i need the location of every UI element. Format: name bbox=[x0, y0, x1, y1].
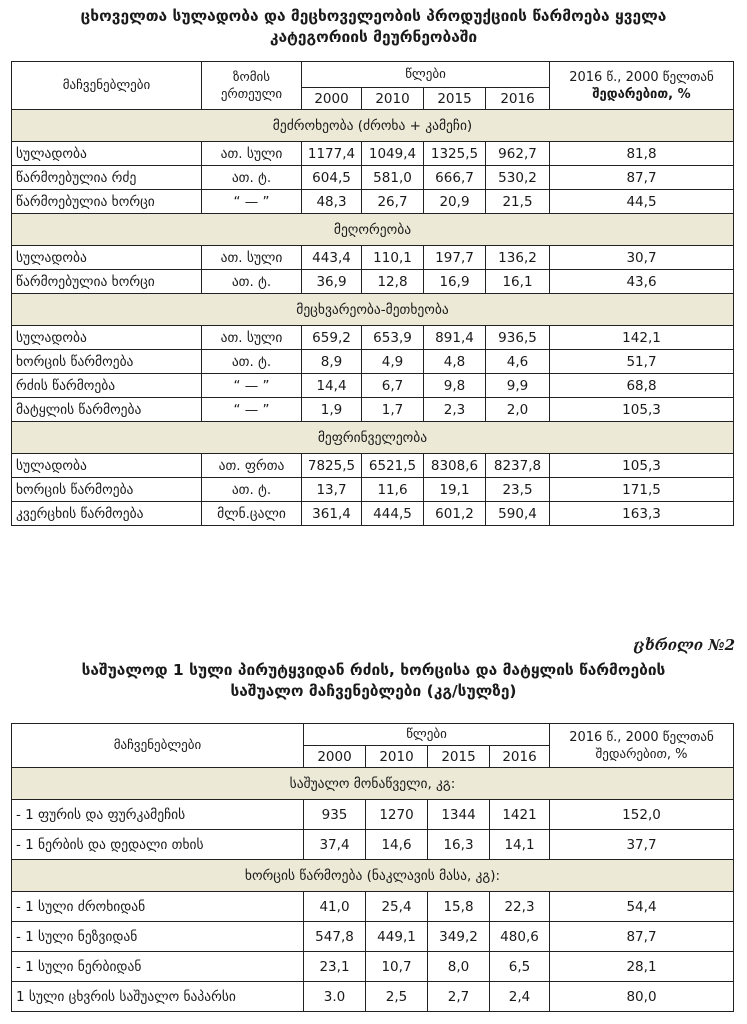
header-indicators: მაჩვენებლები bbox=[12, 62, 202, 110]
section-title: მეძროხეობა (ძროხა + კამეჩი) bbox=[12, 110, 734, 142]
cell-value: 604,5 bbox=[302, 166, 362, 190]
header-years: წლები bbox=[304, 724, 550, 746]
cell-compare: 30,7 bbox=[550, 246, 734, 270]
header-compare-line: შედარებით, % bbox=[595, 746, 688, 762]
cell-value: 48,3 bbox=[302, 190, 362, 214]
cell-value: 1421 bbox=[490, 800, 550, 830]
livestock-production-table bbox=[11, 61, 734, 526]
cell-compare: 43,6 bbox=[550, 270, 734, 294]
cell-value: 444,5 bbox=[362, 502, 424, 526]
cell-compare: 28,1 bbox=[550, 952, 734, 982]
header-unit-line: ერთეული bbox=[220, 86, 283, 102]
table-row bbox=[12, 892, 734, 922]
row-unit: “ — ” bbox=[202, 190, 302, 214]
cell-value: 26,7 bbox=[362, 190, 424, 214]
row-label: წარმოებულია ხორცი bbox=[12, 190, 202, 214]
cell-compare: 152,0 bbox=[550, 800, 734, 830]
cell-value: 480,6 bbox=[490, 922, 550, 952]
header-compare bbox=[550, 724, 734, 768]
row-label: სულადობა bbox=[12, 246, 202, 270]
row-label: ხორცის წარმოება bbox=[12, 350, 202, 374]
cell-value: 14,4 bbox=[302, 374, 362, 398]
cell-value: 19,1 bbox=[424, 478, 486, 502]
cell-compare: 54,4 bbox=[550, 892, 734, 922]
header-year: 2000 bbox=[304, 746, 366, 768]
cell-value: 530,2 bbox=[486, 166, 550, 190]
cell-value: 7825,5 bbox=[302, 454, 362, 478]
header-year: 2010 bbox=[366, 746, 428, 768]
header-years: წლები bbox=[302, 62, 550, 88]
table-row bbox=[12, 326, 734, 350]
cell-value: 9,9 bbox=[486, 374, 550, 398]
cell-value: 14,1 bbox=[490, 830, 550, 860]
section-header-row bbox=[12, 860, 734, 892]
cell-value: 12,8 bbox=[362, 270, 424, 294]
cell-value: 1270 bbox=[366, 800, 428, 830]
cell-value: 14,6 bbox=[366, 830, 428, 860]
section-header-row bbox=[12, 214, 734, 246]
section-title: საშუალო მონაწველი, კგ: bbox=[12, 768, 734, 800]
cell-value: 449,1 bbox=[366, 922, 428, 952]
cell-value: 1,9 bbox=[302, 398, 362, 422]
row-label: - 1 სული ნერბიდან bbox=[12, 952, 304, 982]
cell-value: 16,3 bbox=[428, 830, 490, 860]
cell-value: 13,7 bbox=[302, 478, 362, 502]
header-year: 2016 bbox=[486, 88, 550, 110]
table-row bbox=[12, 246, 734, 270]
row-unit: ათ. ტ. bbox=[202, 270, 302, 294]
cell-value: 8237,8 bbox=[486, 454, 550, 478]
cell-value: 8,0 bbox=[428, 952, 490, 982]
row-label: წარმოებულია რძე bbox=[12, 166, 202, 190]
header-year: 2016 bbox=[490, 746, 550, 768]
table-row bbox=[12, 190, 734, 214]
cell-compare: 37,7 bbox=[550, 830, 734, 860]
cell-value: 590,4 bbox=[486, 502, 550, 526]
cell-value: 16,1 bbox=[486, 270, 550, 294]
cell-value: 8308,6 bbox=[424, 454, 486, 478]
cell-value: 10,7 bbox=[366, 952, 428, 982]
cell-value: 2,3 bbox=[424, 398, 486, 422]
row-unit: ათ. ტ. bbox=[202, 478, 302, 502]
row-unit: “ — ” bbox=[202, 398, 302, 422]
row-unit: მლნ.ცალი bbox=[202, 502, 302, 526]
cell-value: 6,7 bbox=[362, 374, 424, 398]
cell-value: 891,4 bbox=[424, 326, 486, 350]
section-header-row bbox=[12, 110, 734, 142]
section-title: მეღორეობა bbox=[12, 214, 734, 246]
cell-value: 136,2 bbox=[486, 246, 550, 270]
row-label: - 1 სული ნეზვიდან bbox=[12, 922, 304, 952]
table-row bbox=[12, 374, 734, 398]
section-title: ხორცის წარმოება (ნაკლავის მასა, კგ): bbox=[12, 860, 734, 892]
row-unit: ათ. ფრთა bbox=[202, 454, 302, 478]
table-row bbox=[12, 800, 734, 830]
header-compare-line: შედარებით, % bbox=[592, 86, 691, 102]
row-label: სულადობა bbox=[12, 454, 202, 478]
table-row bbox=[12, 982, 734, 1012]
cell-value: 1344 bbox=[428, 800, 490, 830]
row-unit: ათ. სული bbox=[202, 246, 302, 270]
cell-compare: 81,8 bbox=[550, 142, 734, 166]
cell-value: 197,7 bbox=[424, 246, 486, 270]
table2-title bbox=[0, 660, 747, 702]
section-header-row bbox=[12, 294, 734, 326]
row-label: სულადობა bbox=[12, 326, 202, 350]
table-row bbox=[12, 270, 734, 294]
table1-title-line: ცხოველთა სულადობა და მეცხოველეობის პროდუქციის წარმოება ყველა bbox=[80, 7, 667, 25]
section-title: მეცხვარეობა-მეთხეობა bbox=[12, 294, 734, 326]
cell-value: 1049,4 bbox=[362, 142, 424, 166]
cell-value: 4,8 bbox=[424, 350, 486, 374]
cell-value: 6,5 bbox=[490, 952, 550, 982]
row-label: მატყლის წარმოება bbox=[12, 398, 202, 422]
table2-title-line: საშუალოდ 1 სული პირუტყვიდან რძის, ხორცისა და მატყლის წარმოების bbox=[81, 661, 666, 679]
cell-compare: 68,8 bbox=[550, 374, 734, 398]
section-title: მეფრინველეობა bbox=[12, 422, 734, 454]
cell-value: 601,2 bbox=[424, 502, 486, 526]
section-header-row bbox=[12, 422, 734, 454]
cell-value: 659,2 bbox=[302, 326, 362, 350]
cell-value: 935 bbox=[304, 800, 366, 830]
cell-value: 36,9 bbox=[302, 270, 362, 294]
table-row bbox=[12, 502, 734, 526]
cell-compare: 51,7 bbox=[550, 350, 734, 374]
table-row bbox=[12, 166, 734, 190]
cell-compare: 105,3 bbox=[550, 454, 734, 478]
table-row bbox=[12, 398, 734, 422]
cell-value: 11,6 bbox=[362, 478, 424, 502]
cell-value: 22,3 bbox=[490, 892, 550, 922]
cell-value: 21,5 bbox=[486, 190, 550, 214]
row-label: წარმოებულია ხორცი bbox=[12, 270, 202, 294]
cell-value: 666,7 bbox=[424, 166, 486, 190]
row-unit: ათ. ტ. bbox=[202, 166, 302, 190]
row-unit: “ — ” bbox=[202, 374, 302, 398]
header-year: 2000 bbox=[302, 88, 362, 110]
table-row bbox=[12, 142, 734, 166]
table-row bbox=[12, 830, 734, 860]
cell-value: 37,4 bbox=[304, 830, 366, 860]
cell-value: 3.0 bbox=[304, 982, 366, 1012]
cell-value: 20,9 bbox=[424, 190, 486, 214]
cell-value: 23,1 bbox=[304, 952, 366, 982]
cell-value: 4,9 bbox=[362, 350, 424, 374]
cell-value: 23,5 bbox=[486, 478, 550, 502]
cell-value: 8,9 bbox=[302, 350, 362, 374]
cell-value: 2,4 bbox=[490, 982, 550, 1012]
cell-value: 15,8 bbox=[428, 892, 490, 922]
header-compare-line: 2016 წ., 2000 წელთან bbox=[569, 69, 714, 85]
cell-value: 349,2 bbox=[428, 922, 490, 952]
row-unit: ათ. ტ. bbox=[202, 350, 302, 374]
table-row bbox=[12, 478, 734, 502]
row-label: სულადობა bbox=[12, 142, 202, 166]
cell-compare: 87,7 bbox=[550, 166, 734, 190]
cell-value: 443,4 bbox=[302, 246, 362, 270]
cell-value: 1325,5 bbox=[424, 142, 486, 166]
header-year: 2015 bbox=[428, 746, 490, 768]
header-unit bbox=[202, 62, 302, 110]
table-row bbox=[12, 350, 734, 374]
cell-value: 547,8 bbox=[304, 922, 366, 952]
cell-value: 581,0 bbox=[362, 166, 424, 190]
header-compare bbox=[550, 62, 734, 110]
section-header-row bbox=[12, 768, 734, 800]
table-row bbox=[12, 922, 734, 952]
cell-value: 2,5 bbox=[366, 982, 428, 1012]
table1-title-line: კატეგორიის მეურნეობაში bbox=[269, 28, 478, 46]
header-year: 2010 bbox=[362, 88, 424, 110]
per-head-averages-table bbox=[11, 723, 734, 1012]
cell-value: 361,4 bbox=[302, 502, 362, 526]
cell-value: 2,7 bbox=[428, 982, 490, 1012]
table2-title-line: საშუალო მაჩვენებლები (კგ/სულზე) bbox=[230, 682, 517, 700]
row-label: 1 სული ცხვრის საშუალო ნაპარსი bbox=[12, 982, 304, 1012]
table-row bbox=[12, 454, 734, 478]
row-unit: ათ. სული bbox=[202, 142, 302, 166]
cell-compare: 87,7 bbox=[550, 922, 734, 952]
header-unit-line: ზომის bbox=[232, 69, 271, 85]
header-indicators: მაჩვენებლები bbox=[12, 724, 304, 768]
cell-compare: 142,1 bbox=[550, 326, 734, 350]
row-label: ხორცის წარმოება bbox=[12, 478, 202, 502]
cell-compare: 171,5 bbox=[550, 478, 734, 502]
row-label: - 1 ფურის და ფურკამეჩის bbox=[12, 800, 304, 830]
cell-value: 653,9 bbox=[362, 326, 424, 350]
row-label: - 1 ნერბის და დედალი თხის bbox=[12, 830, 304, 860]
cell-compare: 163,3 bbox=[550, 502, 734, 526]
cell-value: 9,8 bbox=[424, 374, 486, 398]
cell-value: 110,1 bbox=[362, 246, 424, 270]
cell-value: 2,0 bbox=[486, 398, 550, 422]
header-year: 2015 bbox=[424, 88, 486, 110]
cell-value: 41,0 bbox=[304, 892, 366, 922]
header-compare-line: 2016 წ., 2000 წელთან bbox=[569, 729, 714, 745]
cell-value: 25,4 bbox=[366, 892, 428, 922]
row-unit: ათ. სული bbox=[202, 326, 302, 350]
cell-value: 1177,4 bbox=[302, 142, 362, 166]
cell-compare: 80,0 bbox=[550, 982, 734, 1012]
cell-compare: 105,3 bbox=[550, 398, 734, 422]
cell-value: 1,7 bbox=[362, 398, 424, 422]
row-label: რძის წარმოება bbox=[12, 374, 202, 398]
cell-value: 4,6 bbox=[486, 350, 550, 374]
cell-value: 16,9 bbox=[424, 270, 486, 294]
row-label: კვერცხის წარმოება bbox=[12, 502, 202, 526]
cell-value: 962,7 bbox=[486, 142, 550, 166]
cell-compare: 44,5 bbox=[550, 190, 734, 214]
table2-number: ცხრილი №2 bbox=[633, 636, 735, 654]
table-row bbox=[12, 952, 734, 982]
cell-value: 936,5 bbox=[486, 326, 550, 350]
table1-title bbox=[0, 6, 747, 48]
cell-value: 6521,5 bbox=[362, 454, 424, 478]
row-label: - 1 სული ძროხიდან bbox=[12, 892, 304, 922]
